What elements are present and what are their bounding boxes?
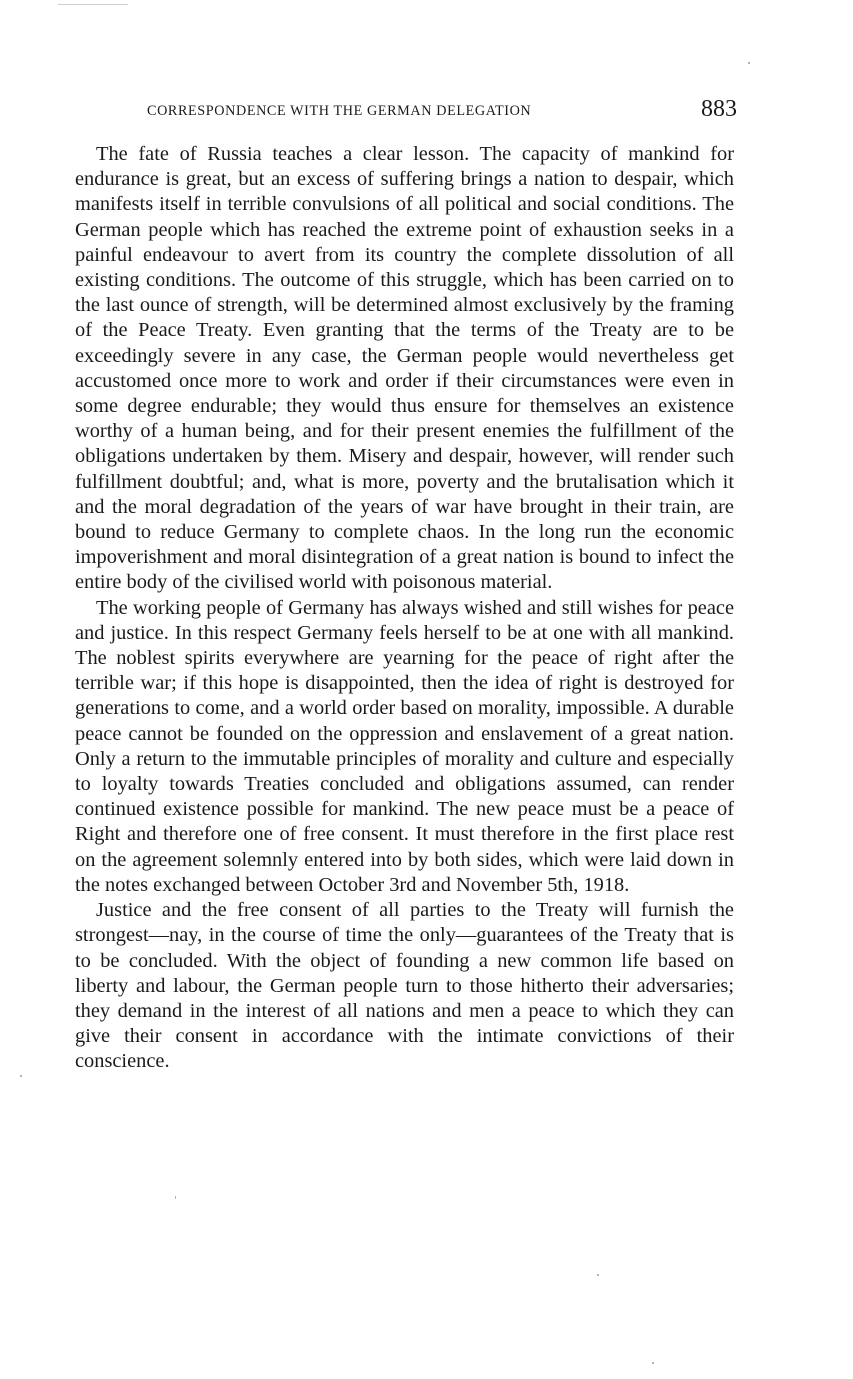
speck (748, 62, 750, 64)
speck (20, 1075, 22, 1077)
scan-artifact-line (58, 4, 128, 5)
running-title: CORRESPONDENCE WITH THE GERMAN DELEGATION (147, 103, 532, 119)
speck (652, 1362, 654, 1364)
page-header (147, 96, 737, 128)
paragraph-3: Justice and the free consent of all parties to the Treaty will furnish the strongest—nay, in the course of time the only—guarantees of the Treaty that is to be concluded. With the object of founding a new common life based on liberty and labour, the German people turn to those hitherto their adversaries; they demand in the interest of all nations and men a peace to which they can give their consent in accordance with the intimate convictions of their conscience. (75, 899, 734, 1073)
paragraph-1: The fate of Russia teaches a clear lesson. The capacity of mankind for endurance is great, but an excess of suffering brings a nation to despair, which manifests itself in terrible convulsions of all political and social conditions. The German people which has reached the extreme point of exhaustion seeks in a painful endeavour to avert from its country the complete dissolution of all existing conditions. The outcome of this struggle, which has been carried on to the last ounce of strength, will be determined almost exclusively by the framing of the Peace Treaty. Even granting that the terms of the Treaty are to be exceedingly severe in any case, the German people would nevertheless get accustomed once more to work and order if their circumstances were even in some degree endurable; they would thus ensure for themselves an existence worthy of a human being, and for their present enemies the fulfillment of the obligations undertaken by them. Misery and despair, however, will render such fulfillment doubtful; and, what is more, poverty and the brutalisation which it and the moral degradation of the years of war have brought in their train, are bound to reduce Germany to complete chaos. In the long run the economic impoverishment and moral disintegration of a great nation is bound to infect the entire body of the civilised world with poisonous material. (75, 143, 734, 594)
speck (597, 1274, 599, 1276)
speck (175, 1196, 176, 1199)
paragraph-2: The working people of Germany has always wished and still wishes for peace and justice. In this respect Germany feels herself to be at one with all mankind. The noblest spirits everywhere are yearning for the peace of right after the terrible war; if this hope is disappointed, then the idea of right is destroyed for generations to come, and a world order based on morality, impossible. A durable peace cannot be founded on the oppression and enslavement of a great nation. Only a return to the immutable principles of morality and culture and especially to loyalty towards Treaties concluded and obligations assumed, can render continued existence possible for mankind. The new peace must be a peace of Right and therefore one of free consent. It must therefore in the first place rest on the agreement solemnly entered into by both sides, which were laid down in the notes exchanged between October 3rd and November 5th, 1918. (75, 596, 734, 896)
page-number: 883 (701, 96, 737, 122)
body-text (75, 142, 734, 1075)
